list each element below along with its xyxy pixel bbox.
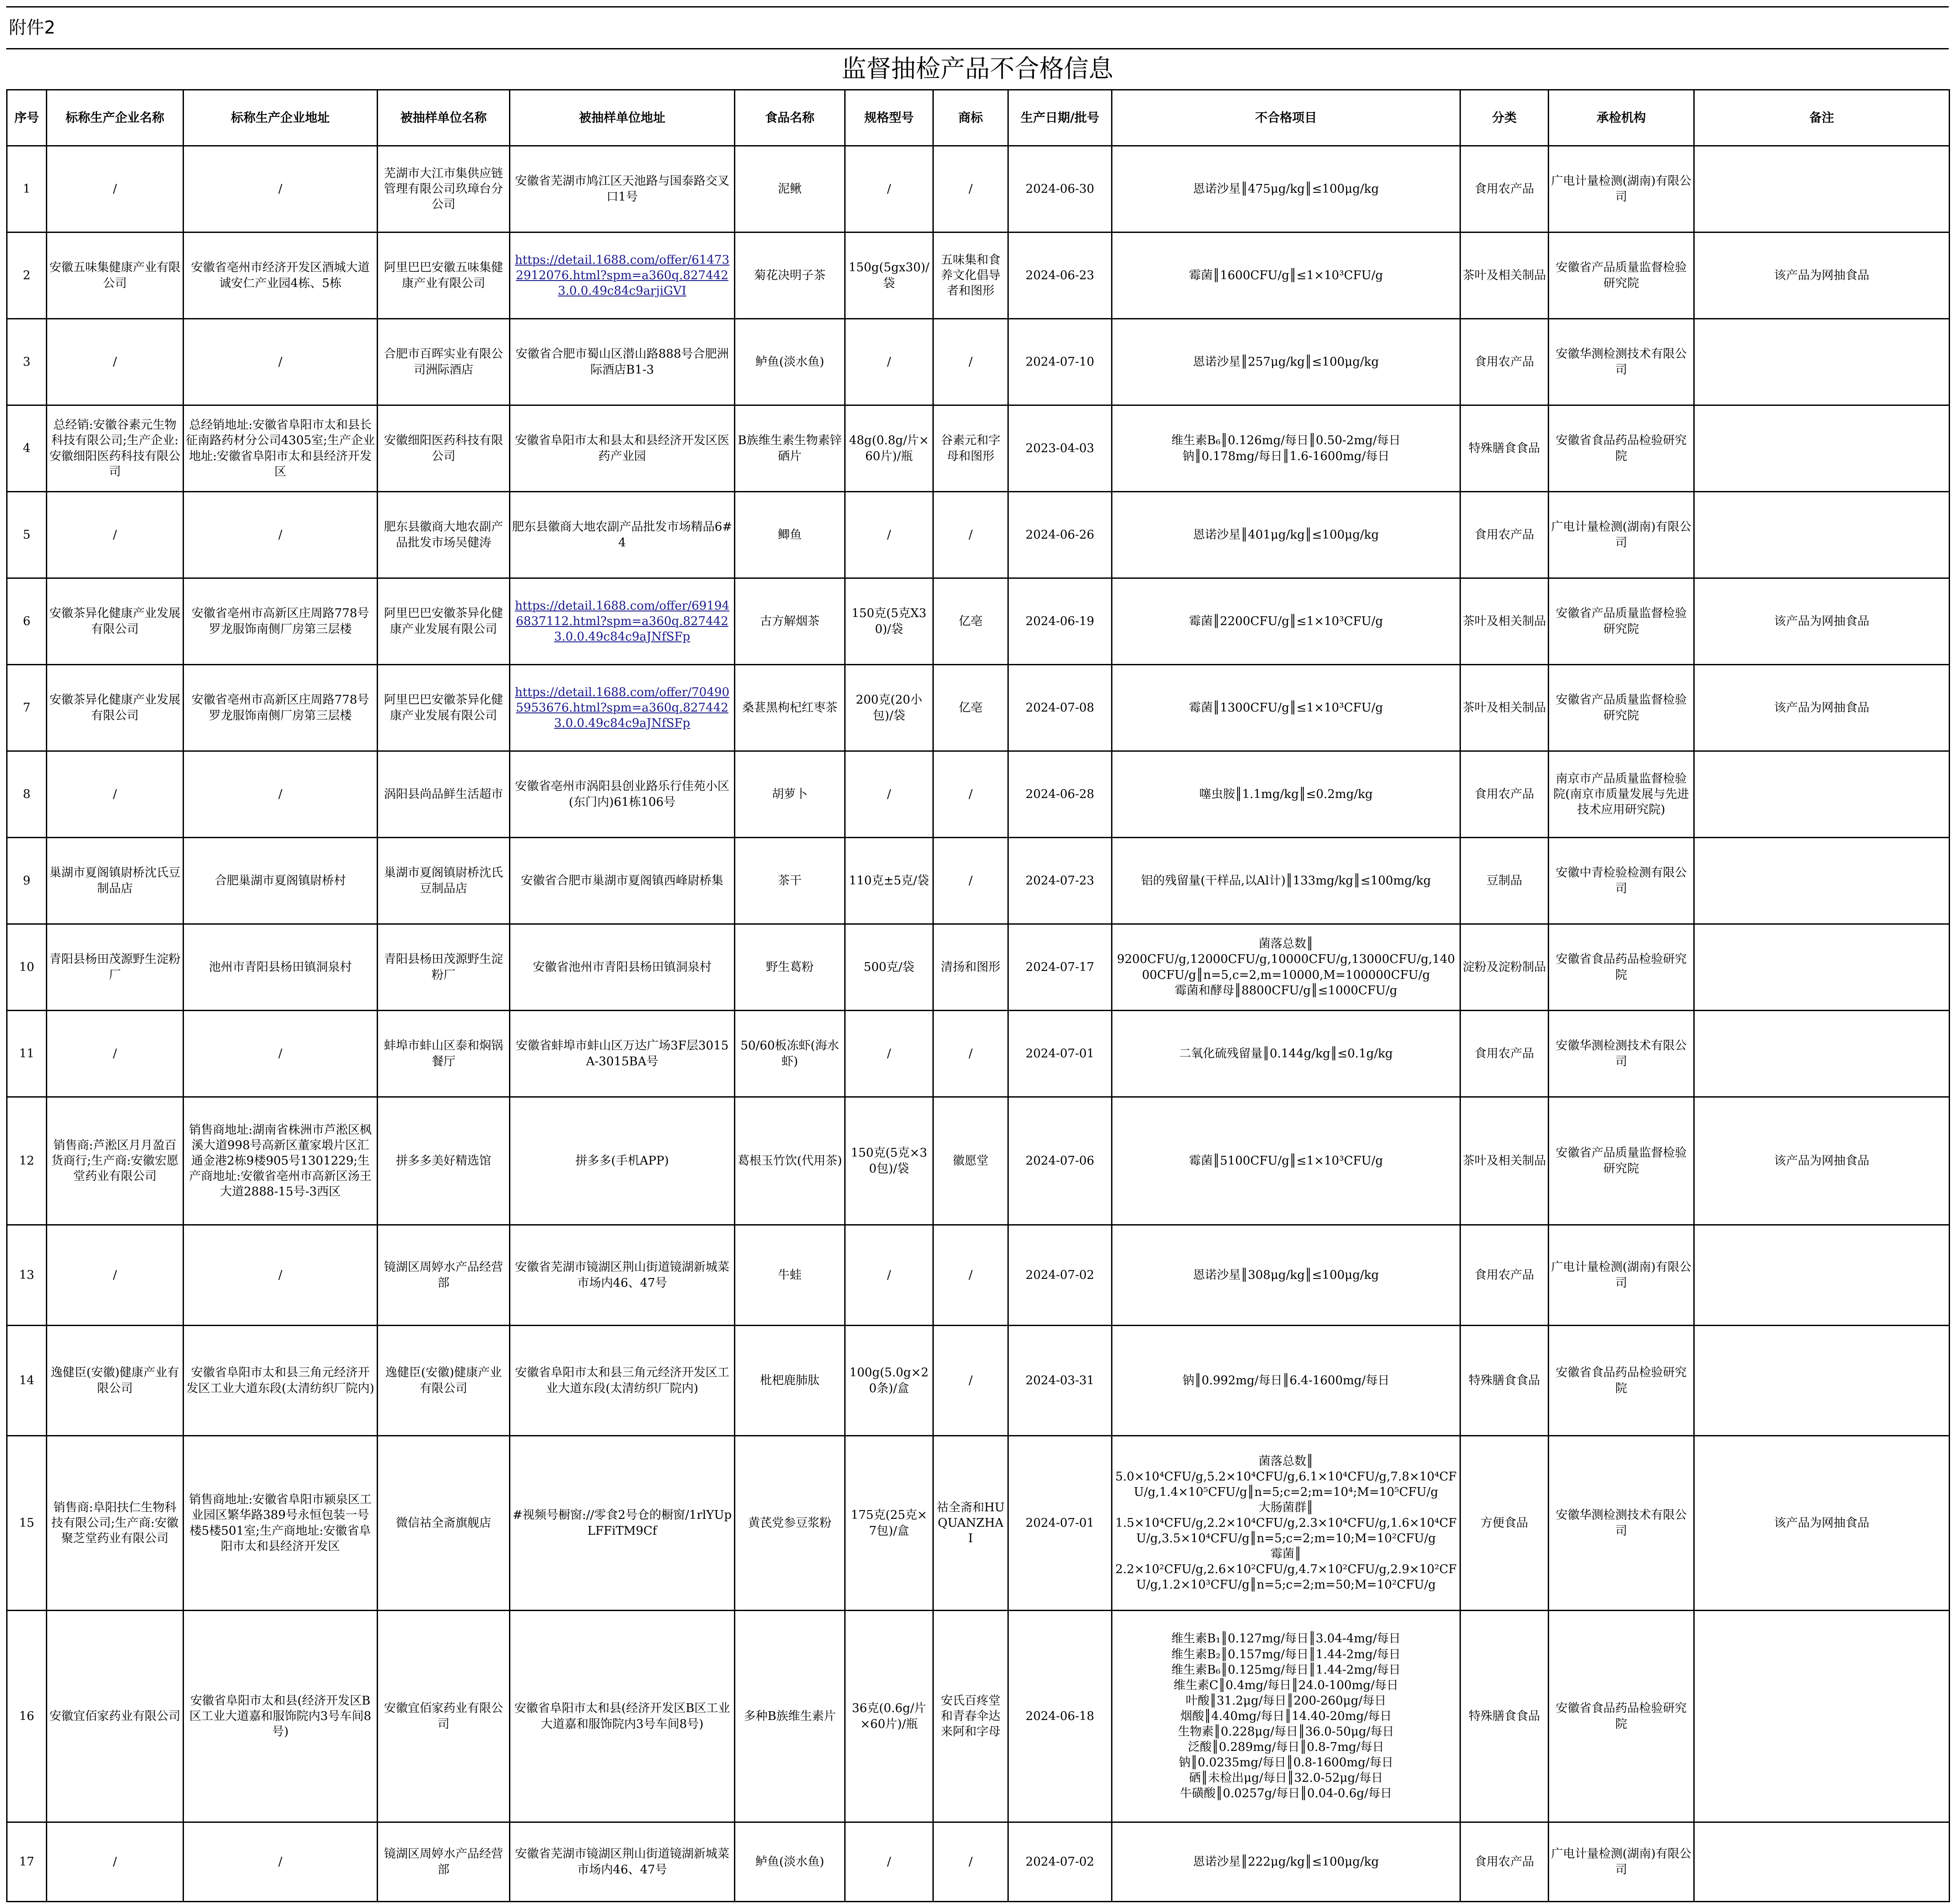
cell-nonconforming-item: 维生素B₁║0.127mg/每日║3.04-4mg/每日 维生素B₂║0.157mg/每日║1.44-2mg/每日 维生素B₆║0.125mg/每日║1.44-2mg/每日 维生素C║0.4mg/每日║24.0-100mg/每日 叶酸║31.2μg/每日║200-260μg/每日 烟酸║4.40mg/每日║14.40-20mg/每日 生物素║0.228μg/每日║36.0-50μg/每日 泛酸║0.289mg/每日║0.8-7mg/每日 钠║0.0235mg/每日║0.8-1600mg/每日 硒║未检出μg/每日║32.0-52μg/每日 牛磺酸║0.0257g/每日║0.04-0.6g/每日	[1112, 1611, 1460, 1822]
cell-manufacturer-name: 逸健臣(安徽)健康产业有限公司	[47, 1326, 183, 1436]
cell-inspection-agency: 安徽华测检测技术有限公司	[1549, 1011, 1694, 1097]
table-row	[7, 924, 1950, 1011]
cell-trademark: 安氏百疼堂和青春伞达来阿和字母	[933, 1611, 1008, 1822]
cell-manufacturer-address: /	[183, 146, 378, 232]
cell-trademark: 五味集和食养文化倡导者和图形	[933, 232, 1008, 319]
cell-sampled-unit-address: 安徽省芜湖市镜湖区荆山街道镜湖新城菜市场内46、47号	[510, 1225, 735, 1326]
header-cell: 生产日期/批号	[1008, 90, 1112, 146]
header-cell: 标称生产企业名称	[47, 90, 183, 146]
cell-specification: 110克±5克/袋	[845, 838, 933, 924]
cell-sampled-unit-name: 青阳县杨田茂源野生淀粉厂	[378, 924, 510, 1011]
cell-remark	[1694, 924, 1950, 1011]
cell-sampled-unit-address: 安徽省池州市青阳县杨田镇洞泉村	[510, 924, 735, 1011]
cell-food-name: 50/60板冻虾(海水虾)	[735, 1011, 845, 1097]
cell-food-name: 葛根玉竹饮(代用茶)	[735, 1097, 845, 1225]
cell-food-name: 鲈鱼(淡水鱼)	[735, 1822, 845, 1902]
cell-seq: 5	[7, 492, 47, 578]
cell-production-date: 2024-03-31	[1008, 1326, 1112, 1436]
cell-category: 特殊膳食食品	[1460, 1326, 1549, 1436]
cell-remark	[1694, 751, 1950, 838]
cell-nonconforming-item: 维生素B₆║0.126mg/每日║0.50-2mg/每日 钠║0.178mg/每日║1.6-1600mg/每日	[1112, 405, 1460, 492]
cell-remark: 该产品为网抽食品	[1694, 1436, 1950, 1611]
cell-trademark: /	[933, 146, 1008, 232]
cell-trademark: /	[933, 1225, 1008, 1326]
table-row	[7, 1822, 1950, 1902]
cell-specification: /	[845, 319, 933, 405]
cell-sampled-unit-address: https://detail.1688.com/offer/691946837112.html?spm=a360q.8274423.0.0.49c84c9aJNfSFp	[510, 578, 735, 665]
cell-food-name: 古方解烟茶	[735, 578, 845, 665]
cell-specification: 175克(25克×7包)/盒	[845, 1436, 933, 1611]
cell-inspection-agency: 安徽省产品质量监督检验研究院	[1549, 578, 1694, 665]
cell-category: 食用农产品	[1460, 1822, 1549, 1902]
cell-specification: /	[845, 1822, 933, 1902]
cell-seq: 6	[7, 578, 47, 665]
cell-trademark: /	[933, 319, 1008, 405]
cell-seq: 13	[7, 1225, 47, 1326]
cell-sampled-unit-name: 逸健臣(安徽)健康产业有限公司	[378, 1326, 510, 1436]
cell-production-date: 2024-07-02	[1008, 1225, 1112, 1326]
cell-inspection-agency: 安徽华测检测技术有限公司	[1549, 319, 1694, 405]
header-row	[7, 90, 1950, 146]
cell-food-name: 野生葛粉	[735, 924, 845, 1011]
cell-nonconforming-item: 恩诺沙星║257μg/kg║≤100μg/kg	[1112, 319, 1460, 405]
cell-production-date: 2024-07-06	[1008, 1097, 1112, 1225]
cell-food-name: 茶干	[735, 838, 845, 924]
cell-remark: 该产品为网抽食品	[1694, 232, 1950, 319]
cell-nonconforming-item: 二氧化硫残留量║0.144g/kg║≤0.1g/kg	[1112, 1011, 1460, 1097]
cell-seq: 2	[7, 232, 47, 319]
cell-seq: 1	[7, 146, 47, 232]
cell-inspection-agency: 安徽省食品药品检验研究院	[1549, 1326, 1694, 1436]
cell-sampled-unit-address: 安徽省阜阳市太和县(经济开发区B区工业大道嘉和服饰院内3号车间8号)	[510, 1611, 735, 1822]
cell-production-date: 2024-06-23	[1008, 232, 1112, 319]
table-row	[7, 665, 1950, 751]
cell-manufacturer-address: /	[183, 751, 378, 838]
cell-remark	[1694, 319, 1950, 405]
cell-manufacturer-name: 销售商:阜阳扶仁生物科技有限公司;生产商:安徽聚芝堂药业有限公司	[47, 1436, 183, 1611]
cell-production-date: 2024-06-28	[1008, 751, 1112, 838]
cell-manufacturer-name: /	[47, 751, 183, 838]
header-cell: 被抽样单位名称	[378, 90, 510, 146]
cell-food-name: 桑葚黑枸杞红枣茶	[735, 665, 845, 751]
cell-manufacturer-address: /	[183, 1822, 378, 1902]
table-row	[7, 405, 1950, 492]
cell-nonconforming-item: 菌落总数║ 5.0×10⁴CFU/g,5.2×10⁴CFU/g,6.1×10⁴CFU/g,7.8×10⁴CFU/g,1.4×10⁵CFU/g║n=5;c=2;m=10⁴;M=10⁵CFU/g 大肠菌群║ 1.5×10⁴CFU/g,2.2×10⁴CFU/g,2.3×10⁴CFU/g,1.6×10⁴CFU/g,3.5×10⁴CFU/g║n=5;c=2;m=10;M=10²CFU/g 霉菌║ 2.2×10²CFU/g,2.6×10²CFU/g,4.7×10²CFU/g,2.9×10²CFU/g,1.2×10³CFU/g║n=5;c=2;m=50;M=10²CFU/g	[1112, 1436, 1460, 1611]
cell-sampled-unit-address: 安徽省蚌埠市蚌山区万达广场3F层3015A-3015BA号	[510, 1011, 735, 1097]
table-row	[7, 492, 1950, 578]
header-cell: 商标	[933, 90, 1008, 146]
cell-sampled-unit-address: 肥东县徽商大地农副产品批发市场精品6#4	[510, 492, 735, 578]
cell-manufacturer-address: /	[183, 1225, 378, 1326]
cell-seq: 10	[7, 924, 47, 1011]
cell-nonconforming-item: 菌落总数║ 9200CFU/g,12000CFU/g,10000CFU/g,13000CFU/g,14000CFU/g║n=5,c=2,m=10000,M=100000CFU/g 霉菌和酵母║8800CFU/g║≤1000CFU/g	[1112, 924, 1460, 1011]
cell-inspection-agency: 安徽省食品药品检验研究院	[1549, 924, 1694, 1011]
cell-manufacturer-name: 销售商:芦淞区月月盈百货商行;生产商:安徽宏愿堂药业有限公司	[47, 1097, 183, 1225]
cell-sampled-unit-name: 拼多多美好精选馆	[378, 1097, 510, 1225]
cell-sampled-unit-name: 镜湖区周婷水产品经营部	[378, 1822, 510, 1902]
cell-sampled-unit-address: 安徽省亳州市涡阳县创业路乐行佳苑小区(东门内)61栋106号	[510, 751, 735, 838]
cell-specification: 500克/袋	[845, 924, 933, 1011]
table-row	[7, 751, 1950, 838]
cell-food-name: 鲈鱼(淡水鱼)	[735, 319, 845, 405]
cell-manufacturer-name: /	[47, 1225, 183, 1326]
cell-remark	[1694, 405, 1950, 492]
cell-inspection-agency: 广电计量检测(湖南)有限公司	[1549, 146, 1694, 232]
cell-manufacturer-address: 销售商地址:湖南省株洲市芦淞区枫溪大道998号高新区董家塅片区汇通金港2栋9楼905号1301229;生产商地址:安徽省亳州市高新区汤王大道2888-15号-3西区	[183, 1097, 378, 1225]
cell-inspection-agency: 安徽华测检测技术有限公司	[1549, 1436, 1694, 1611]
cell-seq: 14	[7, 1326, 47, 1436]
cell-seq: 16	[7, 1611, 47, 1822]
header-cell: 规格型号	[845, 90, 933, 146]
cell-category: 食用农产品	[1460, 1011, 1549, 1097]
cell-nonconforming-item: 霉菌║5100CFU/g║≤1×10³CFU/g	[1112, 1097, 1460, 1225]
cell-seq: 4	[7, 405, 47, 492]
cell-production-date: 2024-07-02	[1008, 1822, 1112, 1902]
cell-trademark: 徽愿堂	[933, 1097, 1008, 1225]
cell-inspection-agency: 安徽省食品药品检验研究院	[1549, 1611, 1694, 1822]
cell-category: 淀粉及淀粉制品	[1460, 924, 1549, 1011]
cell-sampled-unit-name: 蚌埠市蚌山区泰和焖锅餐厅	[378, 1011, 510, 1097]
cell-manufacturer-name: 安徽茶异化健康产业发展有限公司	[47, 578, 183, 665]
cell-inspection-agency: 南京市产品质量监督检验院(南京市质量发展与先进技术应用研究院)	[1549, 751, 1694, 838]
cell-trademark: /	[933, 1326, 1008, 1436]
cell-nonconforming-item: 噻虫胺║1.1mg/kg║≤0.2mg/kg	[1112, 751, 1460, 838]
cell-category: 食用农产品	[1460, 751, 1549, 838]
cell-inspection-agency: 安徽省产品质量监督检验研究院	[1549, 665, 1694, 751]
cell-manufacturer-name: 安徽茶异化健康产业发展有限公司	[47, 665, 183, 751]
cell-manufacturer-name: 安徽宜佰家药业有限公司	[47, 1611, 183, 1822]
cell-category: 特殊膳食食品	[1460, 1611, 1549, 1822]
cell-remark: 该产品为网抽食品	[1694, 578, 1950, 665]
cell-manufacturer-address: 池州市青阳县杨田镇洞泉村	[183, 924, 378, 1011]
cell-manufacturer-address: 安徽省亳州市高新区庄周路778号罗龙服饰南侧厂房第三层楼	[183, 665, 378, 751]
cell-sampled-unit-name: 阿里巴巴安徽茶异化健康产业发展有限公司	[378, 578, 510, 665]
cell-category: 茶叶及相关制品	[1460, 1097, 1549, 1225]
table-row	[7, 1225, 1950, 1326]
cell-inspection-agency: 安徽中青检验检测有限公司	[1549, 838, 1694, 924]
cell-sampled-unit-address: 安徽省合肥市巢湖市夏阁镇西峰尉桥集	[510, 838, 735, 924]
document-sheet	[6, 6, 1949, 1902]
cell-trademark: /	[933, 1822, 1008, 1902]
cell-remark: 该产品为网抽食品	[1694, 1097, 1950, 1225]
cell-category: 食用农产品	[1460, 146, 1549, 232]
cell-inspection-agency: 广电计量检测(湖南)有限公司	[1549, 492, 1694, 578]
cell-sampled-unit-address: 安徽省芜湖市镜湖区荆山街道镜湖新城菜市场内46、47号	[510, 1822, 735, 1902]
header-cell: 不合格项目	[1112, 90, 1460, 146]
cell-specification: /	[845, 751, 933, 838]
cell-sampled-unit-name: 安徽宜佰家药业有限公司	[378, 1611, 510, 1822]
cell-nonconforming-item: 霉菌║1600CFU/g║≤1×10³CFU/g	[1112, 232, 1460, 319]
cell-manufacturer-name: 青阳县杨田茂源野生淀粉厂	[47, 924, 183, 1011]
cell-nonconforming-item: 铝的残留量(干样品,以Al计)║133mg/kg║≤100mg/kg	[1112, 838, 1460, 924]
cell-category: 茶叶及相关制品	[1460, 665, 1549, 751]
cell-manufacturer-name: /	[47, 1822, 183, 1902]
cell-remark	[1694, 146, 1950, 232]
cell-remark	[1694, 1611, 1950, 1822]
cell-food-name: 多种B族维生素片	[735, 1611, 845, 1822]
cell-trademark: 清扬和图形	[933, 924, 1008, 1011]
cell-manufacturer-address: 总经销地址:安徽省阜阳市太和县长征南路药材分公司4305室;生产企业地址:安徽省阜阳市太和县经济开发区	[183, 405, 378, 492]
cell-production-date: 2024-07-08	[1008, 665, 1112, 751]
cell-food-name: B族维生素生物素锌硒片	[735, 405, 845, 492]
cell-sampled-unit-name: 阿里巴巴安徽五味集健康产业有限公司	[378, 232, 510, 319]
header-cell: 被抽样单位地址	[510, 90, 735, 146]
cell-manufacturer-address: /	[183, 1011, 378, 1097]
cell-sampled-unit-name: 阿里巴巴安徽茶异化健康产业发展有限公司	[378, 665, 510, 751]
cell-sampled-unit-name: 镜湖区周婷水产品经营部	[378, 1225, 510, 1326]
cell-manufacturer-name: /	[47, 146, 183, 232]
cell-manufacturer-name: /	[47, 492, 183, 578]
cell-food-name: 菊花决明子茶	[735, 232, 845, 319]
cell-food-name: 胡萝卜	[735, 751, 845, 838]
cell-nonconforming-item: 钠║0.992mg/每日║6.4-1600mg/每日	[1112, 1326, 1460, 1436]
header-cell: 备注	[1694, 90, 1950, 146]
cell-category: 食用农产品	[1460, 492, 1549, 578]
cell-category: 豆制品	[1460, 838, 1549, 924]
cell-manufacturer-name: 总经销:安徽谷素元生物科技有限公司;生产企业:安徽细阳医药科技有限公司	[47, 405, 183, 492]
cell-production-date: 2024-06-18	[1008, 1611, 1112, 1822]
cell-production-date: 2024-06-30	[1008, 146, 1112, 232]
cell-food-name: 牛蛙	[735, 1225, 845, 1326]
cell-specification: 36克(0.6g/片×60片)/瓶	[845, 1611, 933, 1822]
cell-manufacturer-address: 安徽省阜阳市太和县(经济开发区B区工业大道嘉和服饰院内3号车间8号)	[183, 1611, 378, 1822]
cell-food-name: 泥鳅	[735, 146, 845, 232]
cell-manufacturer-name: /	[47, 319, 183, 405]
cell-seq: 15	[7, 1436, 47, 1611]
table-row	[7, 1011, 1950, 1097]
table-row	[7, 578, 1950, 665]
table-row	[7, 1326, 1950, 1436]
table-row	[7, 319, 1950, 405]
table-row	[7, 146, 1950, 232]
cell-category: 茶叶及相关制品	[1460, 578, 1549, 665]
cell-manufacturer-address: 安徽省阜阳市太和县三角元经济开发区工业大道东段(太清纺织厂院内)	[183, 1326, 378, 1436]
cell-sampled-unit-name: 巢湖市夏阁镇尉桥沈氏豆制品店	[378, 838, 510, 924]
cell-specification: 48g(0.8g/片×60片)/瓶	[845, 405, 933, 492]
cell-nonconforming-item: 恩诺沙星║308μg/kg║≤100μg/kg	[1112, 1225, 1460, 1326]
cell-manufacturer-address: /	[183, 492, 378, 578]
cell-specification: /	[845, 492, 933, 578]
cell-inspection-agency: 广电计量检测(湖南)有限公司	[1549, 1225, 1694, 1326]
cell-manufacturer-address: 安徽省亳州市高新区庄周路778号罗龙服饰南侧厂房第三层楼	[183, 578, 378, 665]
cell-sampled-unit-address: 安徽省合肥市蜀山区潜山路888号合肥洲际酒店B1-3	[510, 319, 735, 405]
cell-nonconforming-item: 霉菌║2200CFU/g║≤1×10³CFU/g	[1112, 578, 1460, 665]
cell-seq: 17	[7, 1822, 47, 1902]
cell-production-date: 2023-04-03	[1008, 405, 1112, 492]
cell-remark	[1694, 492, 1950, 578]
cell-nonconforming-item: 恩诺沙星║401μg/kg║≤100μg/kg	[1112, 492, 1460, 578]
cell-remark: 该产品为网抽食品	[1694, 665, 1950, 751]
header-cell: 食品名称	[735, 90, 845, 146]
cell-sampled-unit-name: 微信祜全斋旗舰店	[378, 1436, 510, 1611]
header-cell: 分类	[1460, 90, 1549, 146]
table-row	[7, 1611, 1950, 1822]
cell-inspection-agency: 广电计量检测(湖南)有限公司	[1549, 1822, 1694, 1902]
nonconforming-products-table	[6, 89, 1950, 1902]
header-cell: 承检机构	[1549, 90, 1694, 146]
cell-seq: 12	[7, 1097, 47, 1225]
attachment-label: 附件2	[6, 6, 1949, 49]
cell-sampled-unit-address: https://detail.1688.com/offer/614732912076.html?spm=a360q.8274423.0.0.49c84c9arjiGVI	[510, 232, 735, 319]
cell-production-date: 2024-07-01	[1008, 1011, 1112, 1097]
cell-trademark: 亿亳	[933, 665, 1008, 751]
cell-manufacturer-address: 安徽省亳州市经济开发区酒城大道诚安仁产业园4栋、5栋	[183, 232, 378, 319]
document-title: 监督抽检产品不合格信息	[842, 55, 1113, 83]
cell-sampled-unit-address: 安徽省芜湖市鸠江区天池路与国泰路交叉口1号	[510, 146, 735, 232]
cell-production-date: 2024-07-01	[1008, 1436, 1112, 1611]
cell-trademark: /	[933, 751, 1008, 838]
cell-category: 食用农产品	[1460, 319, 1549, 405]
cell-food-name: 鲫鱼	[735, 492, 845, 578]
table-body	[7, 146, 1950, 1902]
cell-trademark: /	[933, 838, 1008, 924]
cell-seq: 9	[7, 838, 47, 924]
cell-inspection-agency: 安徽省产品质量监督检验研究院	[1549, 1097, 1694, 1225]
cell-remark	[1694, 1822, 1950, 1902]
cell-nonconforming-item: 恩诺沙星║222μg/kg║≤100μg/kg	[1112, 1822, 1460, 1902]
cell-trademark: 谷素元和字母和图形	[933, 405, 1008, 492]
table-row	[7, 1097, 1950, 1225]
cell-category: 方便食品	[1460, 1436, 1549, 1611]
cell-inspection-agency: 安徽省产品质量监督检验研究院	[1549, 232, 1694, 319]
cell-seq: 11	[7, 1011, 47, 1097]
cell-remark	[1694, 838, 1950, 924]
cell-food-name: 枇杷鹿肺肽	[735, 1326, 845, 1436]
cell-specification: 150克(5克X30)/袋	[845, 578, 933, 665]
cell-manufacturer-address: 销售商地址:安徽省阜阳市颍泉区工业园区繁华路389号永恒包装一号楼5楼501室;生产商地址:安徽省阜阳市太和县经济开发区	[183, 1436, 378, 1611]
cell-manufacturer-name: 巢湖市夏阁镇尉桥沈氏豆制品店	[47, 838, 183, 924]
cell-seq: 7	[7, 665, 47, 751]
cell-remark	[1694, 1225, 1950, 1326]
cell-production-date: 2024-07-17	[1008, 924, 1112, 1011]
cell-sampled-unit-name: 安徽细阳医药科技有限公司	[378, 405, 510, 492]
cell-sampled-unit-address: https://detail.1688.com/offer/704905953676.html?spm=a360q.8274423.0.0.49c84c9aJNfSFp	[510, 665, 735, 751]
header-cell: 标称生产企业地址	[183, 90, 378, 146]
header-cell: 序号	[7, 90, 47, 146]
cell-nonconforming-item: 霉菌║1300CFU/g║≤1×10³CFU/g	[1112, 665, 1460, 751]
cell-seq: 3	[7, 319, 47, 405]
cell-trademark: /	[933, 1011, 1008, 1097]
table-row	[7, 1436, 1950, 1611]
cell-sampled-unit-address: 安徽省阜阳市太和县三角元经济开发区工业大道东段(太清纺织厂院内)	[510, 1326, 735, 1436]
cell-specification: /	[845, 1011, 933, 1097]
cell-specification: /	[845, 146, 933, 232]
cell-sampled-unit-address: #视频号橱窗://零食2号仓的橱窗/1rlYUpLFFiTM9Cf	[510, 1436, 735, 1611]
cell-manufacturer-address: /	[183, 319, 378, 405]
cell-sampled-unit-name: 肥东县徽商大地农副产品批发市场吴健涛	[378, 492, 510, 578]
cell-trademark: 祜全斋和HUQUANZHAI	[933, 1436, 1008, 1611]
cell-nonconforming-item: 恩诺沙星║475μg/kg║≤100μg/kg	[1112, 146, 1460, 232]
cell-category: 特殊膳食食品	[1460, 405, 1549, 492]
cell-category: 食用农产品	[1460, 1225, 1549, 1326]
table-row	[7, 232, 1950, 319]
cell-production-date: 2024-06-26	[1008, 492, 1112, 578]
cell-category: 茶叶及相关制品	[1460, 232, 1549, 319]
table-row	[7, 838, 1950, 924]
cell-remark	[1694, 1011, 1950, 1097]
cell-production-date: 2024-06-19	[1008, 578, 1112, 665]
cell-specification: 100g(5.0g×20条)/盒	[845, 1326, 933, 1436]
cell-specification: 150克(5克×30包)/袋	[845, 1097, 933, 1225]
cell-remark	[1694, 1326, 1950, 1436]
cell-sampled-unit-address: 拼多多(手机APP)	[510, 1097, 735, 1225]
cell-food-name: 黄芪党参豆浆粉	[735, 1436, 845, 1611]
cell-sampled-unit-name: 涡阳县尚品鲜生活超市	[378, 751, 510, 838]
cell-specification: /	[845, 1225, 933, 1326]
cell-trademark: /	[933, 492, 1008, 578]
cell-production-date: 2024-07-23	[1008, 838, 1112, 924]
cell-manufacturer-address: 合肥巢湖市夏阁镇尉桥村	[183, 838, 378, 924]
cell-specification: 150g(5gx30)/袋	[845, 232, 933, 319]
cell-sampled-unit-name: 合肥市百晖实业有限公司洲际酒店	[378, 319, 510, 405]
cell-sampled-unit-address: 安徽省阜阳市太和县太和县经济开发区医药产业园	[510, 405, 735, 492]
cell-specification: 200克(20小包)/袋	[845, 665, 933, 751]
cell-manufacturer-name: /	[47, 1011, 183, 1097]
cell-manufacturer-name: 安徽五味集健康产业有限公司	[47, 232, 183, 319]
cell-seq: 8	[7, 751, 47, 838]
cell-trademark: 亿亳	[933, 578, 1008, 665]
cell-inspection-agency: 安徽省食品药品检验研究院	[1549, 405, 1694, 492]
cell-sampled-unit-name: 芜湖市大江市集供应链管理有限公司玖璋台分公司	[378, 146, 510, 232]
cell-production-date: 2024-07-10	[1008, 319, 1112, 405]
